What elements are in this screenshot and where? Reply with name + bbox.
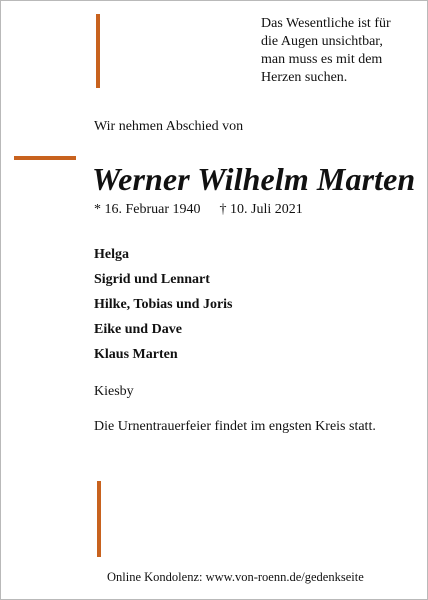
quote-block: [261, 15, 421, 87]
mourner-name: Hilke, Tobias und Joris: [94, 297, 233, 312]
quote-line: man muss es mit dem: [261, 52, 383, 67]
accent-bar-middle: [14, 156, 76, 160]
quote-line: Das Wesentliche ist für: [261, 16, 391, 31]
birth-date: * 16. Februar 1940: [94, 202, 201, 217]
mourners-list: [94, 246, 233, 371]
mourner-name: Klaus Marten: [94, 347, 178, 362]
accent-bar-bottom: [97, 481, 101, 557]
place-name: Kiesby: [94, 384, 134, 399]
mourner-name: Helga: [94, 247, 129, 262]
deceased-name: Werner Wilhelm Marten: [92, 161, 416, 197]
condolence-link[interactable]: Online Kondolenz: www.von-roenn.de/gedenkseite: [107, 570, 364, 584]
death-date: † 10. Juli 2021: [219, 202, 303, 217]
quote-line: die Augen unsichtbar,: [261, 34, 383, 49]
quote-line: Herzen suchen.: [261, 70, 348, 85]
farewell-intro: Wir nehmen Abschied von: [94, 119, 244, 134]
mourner-name: Eike und Dave: [94, 322, 182, 337]
life-dates: [94, 201, 303, 219]
accent-bar-top: [96, 14, 100, 88]
funeral-notice: Die Urnentrauerfeier findet im engsten Kreis statt.: [94, 419, 376, 434]
mourner-name: Sigrid und Lennart: [94, 272, 210, 287]
